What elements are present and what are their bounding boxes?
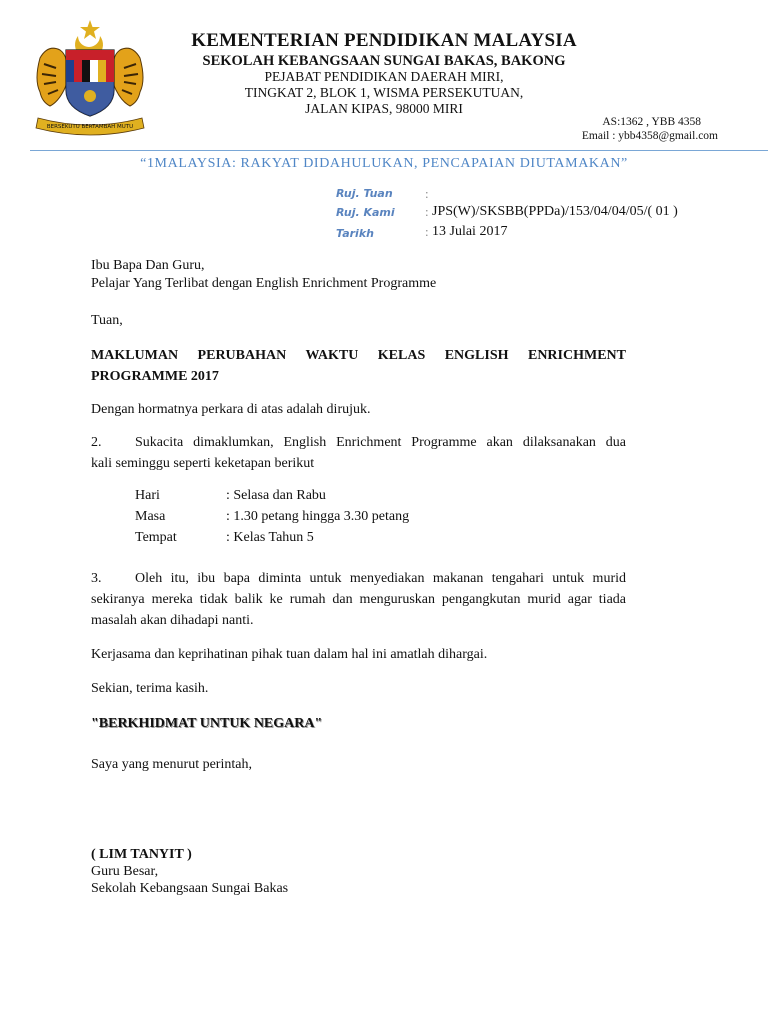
crest-motto: BERSEKUTU BERTAMBAH MUTU <box>46 124 134 130</box>
subject-line-2: PROGRAMME 2017 <box>91 369 219 384</box>
paragraph-3-number: 3. <box>91 571 102 586</box>
recipient-line-2: Pelajar Yang Terlibat dengan English Enrichment Programme <box>91 276 437 291</box>
paragraph-3-line-3: masalah akan dihadapi nanti. <box>91 613 254 628</box>
school-code: AS:1362 , YBB 4358 <box>602 116 701 128</box>
address-line-1: PEJABAT PENDIDIKAN DAERAH MIRI, <box>264 69 504 84</box>
ref-tarikh-colon: : <box>425 224 429 239</box>
paragraph-2-line-1: Sukacita dimaklumkan, English Enrichment Programme akan dilaksanakan dua <box>135 435 626 450</box>
closing: Sekian, terima kasih. <box>91 681 209 696</box>
header-divider <box>30 150 768 151</box>
signatory-title: Guru Besar, <box>91 864 159 879</box>
recipient-line-1: Ibu Bapa Dan Guru, <box>91 258 205 273</box>
ministry-name: KEMENTERIAN PENDIDIKAN MALAYSIA <box>191 30 577 51</box>
schedule-hari-label: Hari <box>135 488 160 503</box>
salutation: Tuan, <box>91 313 123 328</box>
paragraph-4: Kerjasama dan keprihatinan pihak tuan dalam hal ini amatlah dihargai. <box>91 647 488 662</box>
school-name: SEKOLAH KEBANGSAAN SUNGAI BAKAS, BAKONG <box>202 53 566 69</box>
paragraph-3-line-2: sekiranya mereka tidak balik ke rumah dan menguruskan pengangkutan murid agar tiada <box>91 592 626 607</box>
ref-tuan-label: Ruj. Tuan <box>336 187 393 200</box>
ref-tuan-colon: : <box>425 186 429 201</box>
address-line-3: JALAN KIPAS, 98000 MIRI <box>305 101 463 116</box>
schedule-masa-label: Masa <box>135 509 166 524</box>
obey-line: Saya yang menurut perintah, <box>91 757 252 772</box>
intro-paragraph: Dengan hormatnya perkara di atas adalah dirujuk. <box>91 402 371 417</box>
signatory-school: Sekolah Kebangsaan Sungai Bakas <box>91 881 289 896</box>
service-motto: "BERKHIDMAT UNTUK NEGARA" <box>91 716 323 731</box>
signatory-name: ( LIM TANYIT ) <box>91 847 192 862</box>
ref-tarikh-label: Tarikh <box>336 227 374 240</box>
address-line-2: TINGKAT 2, BLOK 1, WISMA PERSEKUTUAN, <box>244 85 524 100</box>
schedule-tempat-label: Tempat <box>135 530 177 545</box>
schedule-hari-value: : Selasa dan Rabu <box>226 488 326 503</box>
schedule-masa-value: : 1.30 petang hingga 3.30 petang <box>226 509 410 524</box>
schedule-tempat-value: : Kelas Tahun 5 <box>226 530 314 545</box>
paragraph-3-line-1: Oleh itu, ibu bapa diminta untuk menyediakan makanan tengahari untuk murid <box>135 571 626 586</box>
ref-kami-value: JPS(W)/SKSBB(PPDa)/153/04/04/05/( 01 ) <box>432 204 678 219</box>
ref-kami-colon: : <box>425 204 429 219</box>
ref-kami-label: Ruj. Kami <box>336 206 395 219</box>
paragraph-2-line-2: kali seminggu seperti keketapan berikut <box>91 456 315 471</box>
subject-line-1: MAKLUMAN PERUBAHAN WAKTU KELAS ENGLISH ENRICHMENT <box>91 348 626 363</box>
school-email: Email : ybb4358@gmail.com <box>581 130 718 142</box>
ref-tarikh-value: 13 Julai 2017 <box>432 224 508 239</box>
paragraph-2-number: 2. <box>91 435 102 450</box>
slogan: “1MALAYSIA: RAKYAT DIDAHULUKAN, PENCAPAIAN DIUTAMAKAN” <box>140 156 628 171</box>
